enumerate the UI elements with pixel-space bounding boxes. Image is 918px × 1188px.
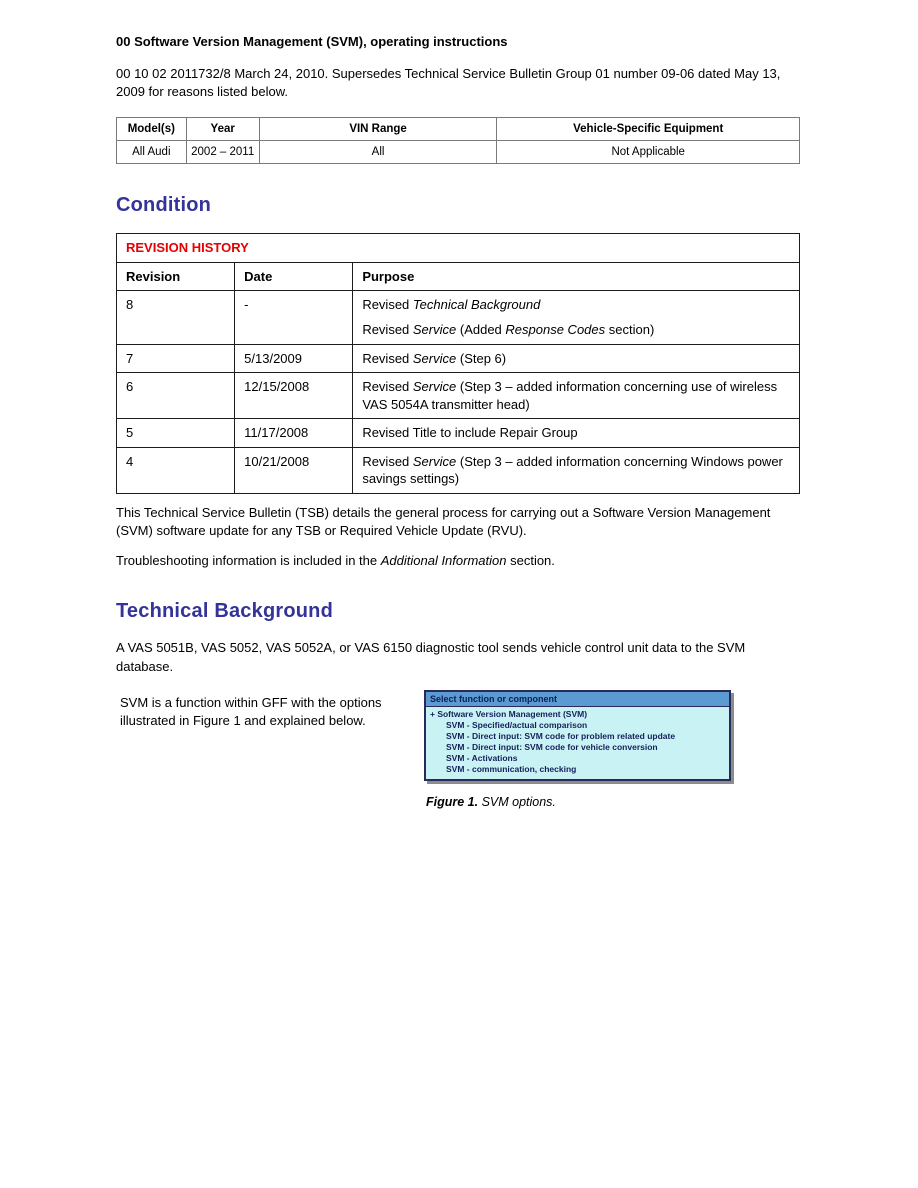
revision-row [117,419,800,448]
figure-menu-item: SVM - Direct input: SVM code for vehicle conversion [446,741,658,752]
table-cell: VIN Range [259,118,497,141]
figure-menu-item: + Software Version Management (SVM) [430,708,588,719]
date-cell: 5/13/2009 [235,344,353,373]
revision-history-body [117,234,800,493]
revision-cell: 7 [117,344,235,373]
text-segment: Revised [362,379,413,395]
condition-paragraph-2 [116,552,800,570]
condition-heading: Condition [116,194,212,217]
purpose-cell [353,344,800,373]
text-segment: Additional Information [380,553,507,569]
table-cell: Vehicle-Specific Equipment [497,118,800,141]
date-cell: 11/17/2008 [235,419,353,448]
revision-cell: 5 [117,419,235,448]
text-segment: (Added [456,322,506,338]
revision-cell: 6 [117,373,235,419]
date-cell: 12/15/2008 [235,373,353,419]
figure-menu-item: SVM - Direct input: SVM code for problem related update [446,730,676,741]
figure-menu-item: SVM - Specified/actual comparison [446,719,588,730]
text-segment: Service [412,379,457,395]
figure-header-bar: Select function or component [426,692,729,707]
document-title: 00 Software Version Management (SVM), operating instructions [116,34,508,49]
purpose-line [362,453,790,488]
text-segment: Troubleshooting information is included in the [116,553,381,569]
vehicle-table-row [117,141,800,164]
purpose-line [362,424,790,442]
table-cell: 2002 – 2011 [186,141,259,164]
text-segment: section. [506,553,555,569]
table-cell: Not Applicable [497,141,800,164]
text-segment: (Step 6) [456,350,507,366]
table-cell: Purpose [353,262,800,291]
purpose-cell [353,373,800,419]
revision-row [117,344,800,373]
figure-section [116,690,800,809]
text-segment: Revised [362,350,413,366]
text-segment: Figure 1. [426,795,479,810]
text-segment: SVM options. [478,795,556,810]
revision-history-label: REVISION HISTORY [117,234,800,263]
condition-paragraph-1: This Technical Service Bulletin (TSB) details the general process for carrying out a Software Version Management (SVM) software update for any TSB or Required Vehicle Update (RVU). [116,504,771,539]
text-segment: Service [412,350,457,366]
vehicle-applicability-table [116,117,800,164]
figure-list [426,707,729,779]
text-segment: Response Codes [505,322,606,338]
purpose-line [362,321,790,339]
purpose-line [362,296,790,314]
purpose-line [362,378,790,413]
purpose-line [362,350,790,368]
table-cell: All [259,141,497,164]
revision-history-table [116,233,800,493]
revision-row [117,447,800,493]
revision-cell: 4 [117,447,235,493]
technical-background-paragraph: A VAS 5051B, VAS 5052, VAS 5052A, or VAS 6150 diagnostic tool sends vehicle control unit data to the SVM database. [116,640,746,674]
technical-background-heading: Technical Background [116,600,334,623]
vehicle-table-header-row [117,118,800,141]
text-segment: (Step 3 – added information concerning Windows power savings settings) [362,453,783,487]
revision-row [117,291,800,344]
text-segment: Service [412,453,457,469]
figure-caption [424,795,731,809]
figure-side-text: SVM is a function within GFF with the options illustrated in Figure 1 and explained below. [120,694,382,728]
figure-menu-item: SVM - communication, checking [446,764,577,775]
text-segment: Revised Title to include Repair Group [362,425,578,441]
revision-cell: 8 [117,291,235,344]
text-segment: Service [412,322,457,338]
figure-wrapper [424,690,731,809]
text-segment: Technical Background [412,297,541,313]
date-cell: 10/21/2008 [235,447,353,493]
purpose-cell [353,447,800,493]
figure-menu-item: SVM - Activations [446,752,518,763]
revision-table-header-row [117,262,800,291]
table-cell: Year [186,118,259,141]
purpose-cell [353,419,800,448]
table-cell: All Audi [117,141,187,164]
text-segment: Revised [362,297,413,313]
revision-row [117,373,800,419]
intro-paragraph: 00 10 02 2011732/8 March 24, 2010. Supersedes Technical Service Bulletin Group 01 number 09-06 dated May 13, 2009 for reasons listed below. [116,66,781,100]
text-segment: section) [605,322,655,338]
text-segment: (Step 3 – added information concerning use of wireless VAS 5054A transmitter head) [362,379,778,412]
revision-history-label-row [117,234,800,263]
text-segment: Revised [362,322,413,338]
purpose-cell [353,291,800,344]
table-cell: Revision [117,262,235,291]
svm-options-screenshot [424,690,731,781]
date-cell: - [235,291,353,344]
table-cell: Model(s) [117,118,187,141]
table-cell: Date [235,262,353,291]
text-segment: Revised [362,453,413,469]
